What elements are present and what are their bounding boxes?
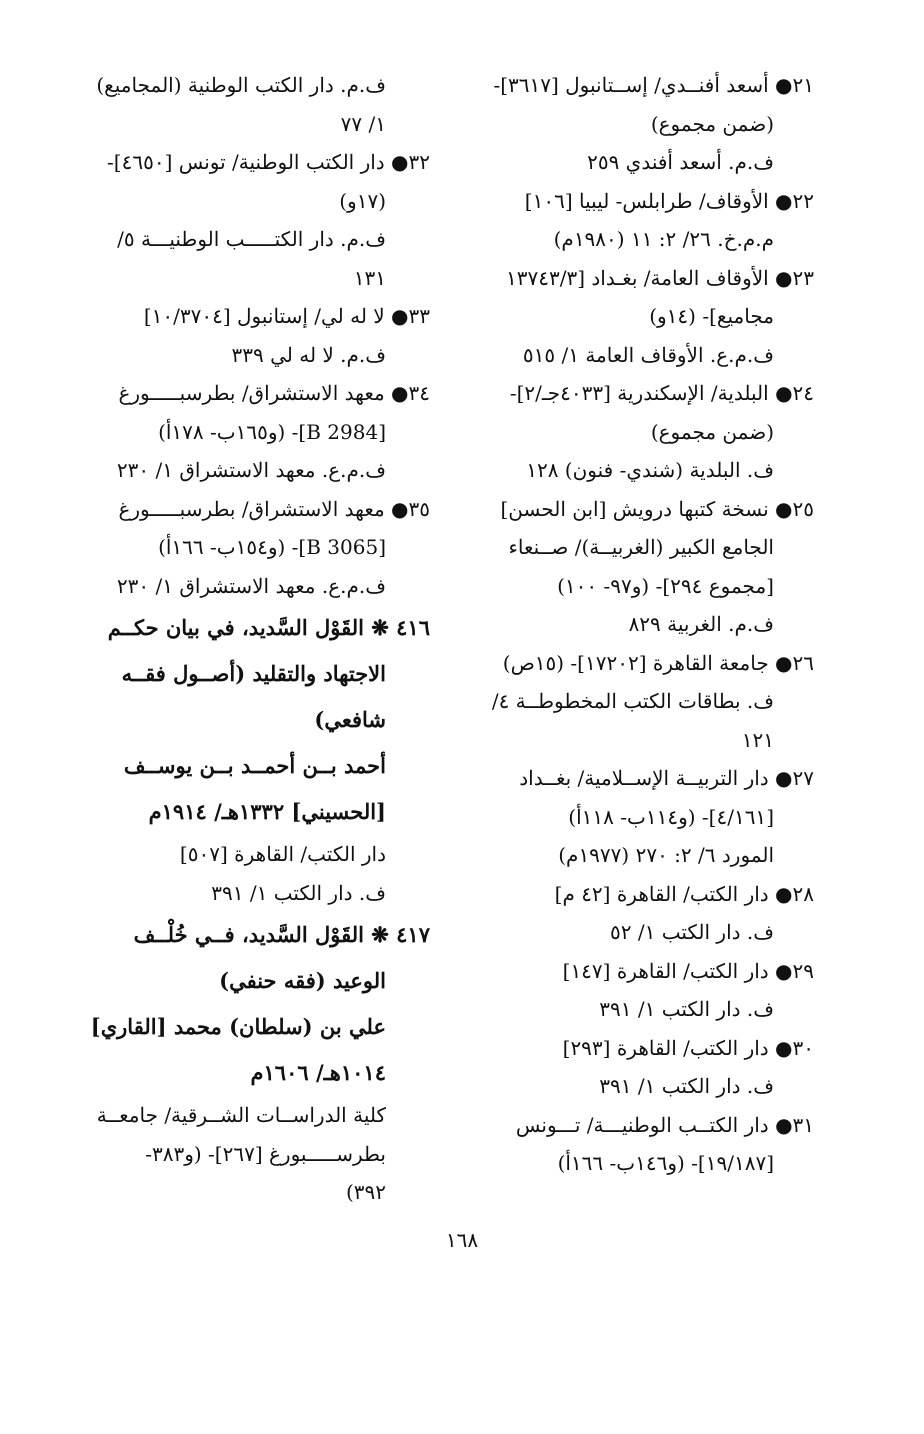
- entry-heading-line: ١٠١٤هـ/ ١٦٠٦م: [250, 1060, 386, 1085]
- text-line: ف. دار الكتب ١/ ٥٢: [610, 920, 774, 944]
- page-number: ١٦٨: [445, 1228, 479, 1252]
- text-line: ف.م. لا له لي ٣٣٩: [231, 342, 386, 367]
- text-line: بطرســـــبورغ [٢٦٧]- (و٣٨٣-: [145, 1141, 386, 1166]
- text-line: ف.م.ع. معهد الاستشراق ١/ ٢٣٠: [116, 573, 386, 598]
- right-column: [462, 66, 814, 1183]
- text-line: ف.م. دار الكتـــــب الوطنيـــة ٥/: [117, 227, 386, 251]
- entry-heading-line: الوعيد (فقه حنفي): [219, 968, 386, 993]
- text-line: ٣٥● معهد الاستشراق/ بطرسبـــــورغ: [118, 496, 430, 521]
- text-line: ف. دار الكتب ١/ ٣٩١: [599, 997, 774, 1021]
- text-line: ٢٥● نسخة كتبها درويش [ابن الحسن]: [500, 496, 814, 521]
- text-line: دار الكتب/ القاهرة [٥٠٧]: [179, 842, 386, 866]
- text-line: ف.م. دار الكتب الوطنية (المجاميع): [96, 73, 386, 97]
- text-line: ف. دار الكتب ١/ ٣٩١: [599, 1074, 774, 1098]
- text-line: [٤/١٦١]- (و١١٤ب- ١١٨أ): [568, 804, 774, 829]
- text-line: ٢٨● دار الكتب/ القاهرة [٤٢ م]: [554, 881, 814, 906]
- text-line: ف. البلدية (شندي- فنون) ١٢٨: [526, 458, 774, 482]
- text-line: ١/ ٧٧: [340, 111, 386, 136]
- text-line: ٢٩● دار الكتب/ القاهرة [١٤٧]: [562, 958, 814, 983]
- text-line: ٢١● أسعد أفنــدي/ إســتانبول [٣٦١٧]-: [493, 73, 814, 97]
- text-line: ٣٣● لا له لي/ إستانبول [١٠/٣٧٠٤]: [143, 304, 430, 328]
- text-line: [B 3065]- (و١٥٤ب- ١٦٦أ): [158, 535, 386, 559]
- text-line: ٣٩٢): [345, 1180, 386, 1204]
- text-line: ٢٧● دار التربيــة الإســلامية/ بغــداد: [519, 766, 814, 790]
- text-line: ٣٠● دار الكتب/ القاهرة [٢٩٣]: [562, 1035, 814, 1060]
- text-line: [B 2984]- (و١٦٥ب- ١٧٨أ): [158, 419, 386, 444]
- text-line: ٢٣● الأوقاف العامة/ بغـداد [١٣٧٤٣/٣: [506, 265, 814, 290]
- text-line: ٢٦● جامعة القاهرة [١٧٢٠٢]- (١٥ص): [502, 650, 814, 675]
- text-line: ف. دار الكتب ١/ ٣٩١: [211, 880, 386, 905]
- text-line: (١٧و): [339, 188, 386, 213]
- entry-heading-line: أحمد بــن أحمــد بــن يوســف: [123, 753, 386, 778]
- text-line: ف.م.ع. معهد الاستشراق ١/ ٢٣٠: [116, 458, 386, 482]
- left-column: [82, 66, 430, 1212]
- text-line: كلية الدراســات الشــرقية/ جامعــة: [96, 1103, 386, 1127]
- text-line: ف.م. أسعد أفندي ٢٥٩: [587, 150, 774, 174]
- text-line: ١٣١: [353, 265, 386, 290]
- entry-heading-line: علي بن (سلطان) محمد [القاري]: [90, 1014, 386, 1039]
- text-line: الجامع الكبير (الغربيــة)/ صــنعاء: [508, 535, 774, 559]
- text-line: ف. بطاقات الكتب المخطوطــة ٤/: [491, 689, 774, 713]
- text-line: (ضمن مجموع): [650, 111, 774, 136]
- text-line: ف.م. الغربية ٨٢٩: [628, 612, 774, 636]
- entry-heading-line: ٤١٦ ❋ القَوْل السَّديد، في بيان حكــم: [107, 615, 430, 640]
- text-line: ١٢١: [741, 727, 774, 752]
- text-line: مجاميع]- (١٤و): [649, 304, 774, 328]
- text-line: (ضمن مجموع): [650, 419, 774, 444]
- text-line: [١٩/١٨٧]- (و١٤٦ب- ١٦٦أ): [557, 1151, 774, 1175]
- entry-heading-line: ٤١٧ ❋ القَوْل السَّديد، فــي خُلْــف: [133, 922, 430, 947]
- text-line: ٣٢● دار الكتب الوطنية/ تونس [٤٦٥٠]-: [107, 150, 430, 174]
- text-line: المورد ٦/ ٢: ٢٧٠ (١٩٧٧م): [558, 843, 774, 867]
- text-line: ٣١● دار الكتــب الوطنيـــة/ تـــونس: [515, 1112, 814, 1137]
- text-line: ٣٤● معهد الاستشراق/ بطرسبـــــورغ: [118, 381, 430, 405]
- entry-heading-line: [الحسيني] ١٣٣٢هـ/ ١٩١٤م: [148, 799, 386, 824]
- text-line: م.م.خ. ٢٦/ ٢: ١١ (١٩٨٠م): [553, 227, 774, 251]
- entry-heading-line: الاجتهاد والتقليد (أصــول فقــه: [121, 661, 386, 686]
- text-line: ٢٢● الأوقاف/ طرابلس- ليبيا [١٠٦]: [524, 188, 814, 213]
- text-line: ف.م.ع. الأوقاف العامة ١/ ٥١٥: [522, 342, 774, 367]
- entry-heading-line: شافعي): [314, 707, 386, 732]
- text-line: [مجموع ٢٩٤]- (و٩٧- ١٠٠): [557, 573, 774, 598]
- text-line: ٢٤● البلدية/ الإسكندرية [٤٠٣٣جـ/٢]-: [509, 381, 814, 405]
